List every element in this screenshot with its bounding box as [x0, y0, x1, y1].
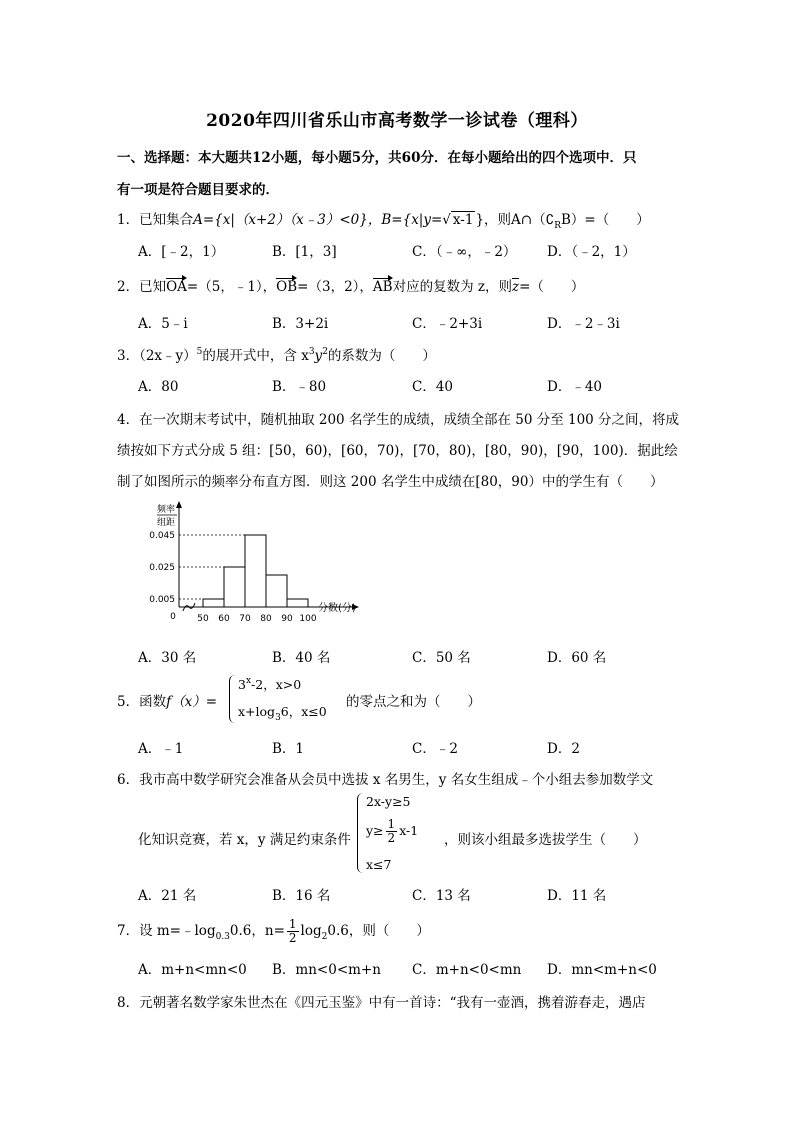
q2-option-a: A．5﹣i: [138, 316, 188, 332]
bar-0: [203, 599, 224, 607]
q7-option-c: C．m+n<0<mn: [412, 962, 522, 978]
q5-option-a: A．﹣1: [138, 741, 184, 757]
question-6-line2a: 化知识竞赛，若 x，y 满足约束条件: [138, 832, 351, 848]
question-7: 7．设 $m=﹣\log_{0.3}0.6$，n= $\frac{1}{2}$ $\log_20.6$，则（ ）: [117, 917, 430, 945]
x-tick-1: 60: [218, 614, 230, 624]
x-tick-5: 100: [299, 614, 317, 624]
y-label-bottom: 组距: [157, 518, 176, 528]
q1-option-b: B．[1，3]: [272, 244, 337, 260]
q3-option-c: C．40: [412, 379, 454, 395]
question-6-line1: 6．我市高中数学研究会准备从会员中选拔 x 名男生，y 名女生组成﹣个小组去参加数学文: [117, 772, 654, 788]
q1-option-c: C．（﹣∞，﹣2）: [412, 244, 517, 260]
x-tick-4: 90: [281, 614, 293, 624]
q4-option-c: C．50 名: [412, 650, 471, 666]
q1-option-d: D．（﹣2，1）: [547, 244, 636, 260]
y-axis-arrow: [176, 501, 182, 508]
question-5-prefix: 5．函数f（x）=: [117, 694, 218, 710]
question-4-line1: 4．在一次期末考试中，随机抽取 200 名学生的成绩，成绩全部在 50 分至 100 分之间，将成: [117, 412, 680, 428]
origin-label: 0: [170, 612, 176, 622]
q6-constraint-1: 2x-y≥5: [366, 794, 411, 809]
q2-option-d: D．﹣2﹣3i: [547, 316, 620, 332]
question-5-suffix: 的零点之和为（ ）: [346, 694, 481, 710]
section-heading-line1: 一、选择题：本大题共12小题，每小题5分，共60分．在每小题给出的四个选项中．只: [117, 150, 637, 166]
q2-option-b: B．3+2i: [272, 316, 329, 332]
question-8-line1: 8．元朝著名数学家朱世杰在《四元玉鉴》中有一首诗：“我有一壶酒，携着游春走，遇店: [117, 995, 646, 1011]
q2-option-c: C．﹣2+3i: [412, 316, 483, 332]
q5-option-b: B．1: [272, 741, 305, 757]
question-4-line2: 绩按如下方式分成 5 组：[50，60)，[60，70)，[70，80)，[80，90)，[90，100)．据此绘: [117, 443, 678, 459]
x-tick-2: 70: [239, 614, 251, 624]
q6-constraint-3: x≤7: [366, 857, 392, 872]
q4-option-a: A．30 名: [138, 650, 197, 666]
q6-brace: [357, 793, 363, 873]
q3-option-d: D．﹣40: [547, 379, 603, 395]
question-3: 3．（2x﹣y）$^5$的展开式中，含 $x^3y^2$的系数为（ ）: [117, 347, 436, 364]
y-label-top: 频率: [157, 505, 176, 515]
q4-option-d: D．60 名: [547, 650, 607, 666]
q6-constraint-2: y≥ $\frac{1}{2}$ x-1: [366, 817, 419, 845]
q4-option-b: B．40 名: [272, 650, 331, 666]
frequency-histogram: [135, 500, 375, 630]
q6-option-d: D．11 名: [547, 888, 607, 904]
bar-3: [266, 575, 287, 607]
y-tick-1: 0.025: [149, 563, 175, 573]
q6-option-b: B．16 名: [272, 888, 331, 904]
q5-case-1: 3$^x$-2，x>0: [238, 676, 302, 692]
q3-option-b: B．﹣80: [272, 379, 327, 395]
q5-option-c: C．﹣2: [412, 741, 458, 757]
bar-1: [224, 567, 245, 607]
x-axis-label: 分数(分): [318, 603, 356, 614]
q3-option-a: A．80: [138, 379, 179, 395]
bar-2: [245, 535, 266, 607]
q5-case-2: $x+\log_36$，x≤0: [238, 704, 327, 723]
q7-option-b: B．mn<0<m+n: [272, 962, 381, 978]
x-tick-3: 80: [260, 614, 272, 624]
q7-option-d: D．mn<m+n<0: [547, 962, 657, 978]
question-4-line3: 制了如图所示的频率分布直方图．则这 200 名学生中成绩在[80，90）中的学生有（ ）: [117, 474, 664, 490]
q5-brace: [229, 675, 235, 723]
question-2: 2．已知OA=（5，﹣1），OB=（3，2），AB对应的复数为 z，则z=（ ）: [117, 275, 584, 295]
y-tick-0: 0.045: [149, 531, 175, 541]
section-heading-line2: 有一项是符合题目要求的．: [117, 182, 279, 198]
y-tick-2: 0.005: [149, 595, 175, 605]
question-1: 1．已知集合A={x|（x+2）（x﹣3）<0}，B={x|y=√ x-1 }，则$A\cap(∁_RB)=$（ ）: [117, 212, 650, 231]
x-tick-0: 50: [197, 614, 209, 624]
q1-option-a: A．[﹣2，1）: [138, 244, 225, 260]
q5-option-d: D．2: [547, 741, 580, 757]
page-title: 2020年四川省乐山市高考数学一诊试卷（理科）: [206, 111, 588, 131]
axis-break-mark: [183, 603, 195, 611]
q6-option-a: A．21 名: [138, 888, 197, 904]
q7-option-a: A．m+n<mn<0: [138, 962, 247, 978]
q6-option-c: C．13 名: [412, 888, 471, 904]
bar-4: [287, 599, 308, 607]
question-6-line2b: ，则该小组最多选拔学生（ ）: [444, 832, 647, 848]
